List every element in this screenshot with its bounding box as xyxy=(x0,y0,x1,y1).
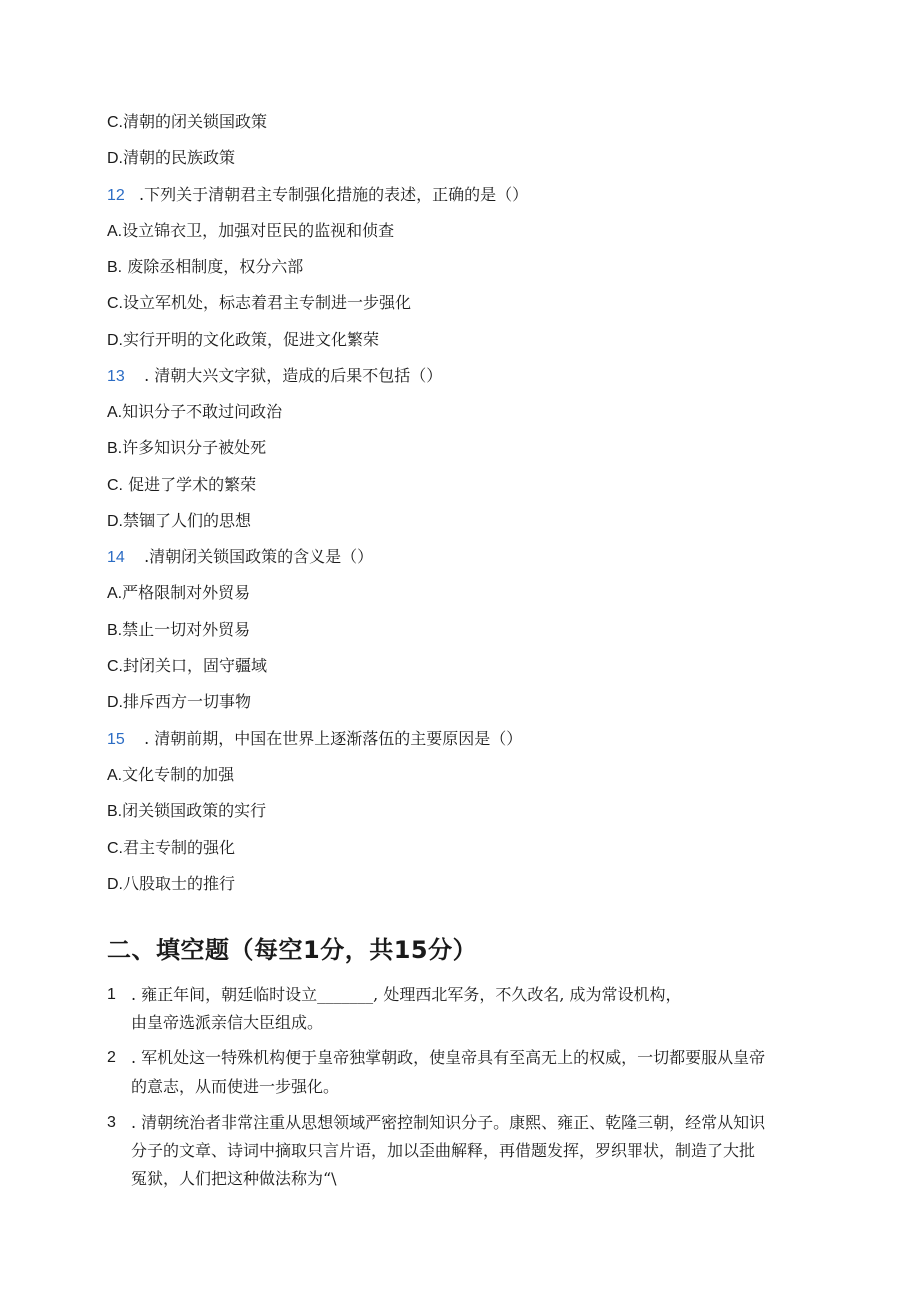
question-number: 15 xyxy=(107,731,125,748)
question-13-stem: 13 . 清朝大兴文字狱，造成的后果不包括（） xyxy=(107,366,443,385)
question-number: 14 xyxy=(107,549,125,566)
fill-item-2-line-1: . 军机处这一特殊机构便于皇帝独掌朝政，使皇帝具有至高无上的权威，一切都要服从皇帝 xyxy=(131,1048,766,1067)
fill-item-3-line-1: . 清朝统治者非常注重从思想领域严密控制知识分子。康熙、雍正、乾隆三朝，经常从知识 xyxy=(131,1113,766,1132)
fill-item-2-line-2: 的意志，从而使进一步强化。 xyxy=(131,1077,340,1096)
option-12-d: D.实行开明的文化政策，促进文化繁荣 xyxy=(107,330,380,349)
section-heading: 二、填空题（每空1分，共15分） xyxy=(107,936,478,964)
option-15-d: D.八股取士的推行 xyxy=(107,874,236,893)
fill-item-2-number: 2 xyxy=(107,1049,116,1066)
fill-item-1-line-2: 由皇帝选派亲信大臣组成。 xyxy=(131,1013,324,1032)
option-14-b: B.禁止一切对外贸易 xyxy=(107,620,251,639)
option-11-c: C.清朝的闭关锁国政策 xyxy=(107,112,268,131)
option-12-c: C.设立军机处，标志着君主专制进一步强化 xyxy=(107,293,412,312)
option-15-a: A.文化专制的加强 xyxy=(107,765,235,784)
option-15-b: B.闭关锁国政策的实行 xyxy=(107,801,267,820)
question-number: 13 xyxy=(107,368,125,385)
question-12-stem: 12 .下列关于清朝君主专制强化措施的表述，正确的是（） xyxy=(107,185,529,204)
option-13-c: C. 促进了学术的繁荣 xyxy=(107,475,257,494)
option-12-b: B. 废除丞相制度，权分六部 xyxy=(107,257,304,276)
option-15-c: C.君主专制的强化 xyxy=(107,838,236,857)
fill-item-3-line-2: 分子的文章、诗词中摘取只言片语，加以歪曲解释，再借题发挥，罗织罪状，制造了大批 xyxy=(131,1141,756,1160)
option-11-d: D.清朝的民族政策 xyxy=(107,148,236,167)
fill-item-1-line-1: . 雍正年间，朝廷临时设立_______, 处理西北军务，不久改名, 成为常设机构， xyxy=(131,985,682,1004)
fill-item-3-line-3: 冤狱，人们把这种做法称为“\ xyxy=(131,1169,337,1188)
question-15-stem: 15 . 清朝前期，中国在世界上逐渐落伍的主要原因是（） xyxy=(107,729,523,748)
option-13-d: D.禁锢了人们的思想 xyxy=(107,511,252,530)
option-13-b: B.许多知识分子被处死 xyxy=(107,438,267,457)
question-number: 12 xyxy=(107,187,125,204)
option-12-a: A.设立锦衣卫，加强对臣民的监视和侦查 xyxy=(107,221,395,240)
fill-item-3-number: 3 xyxy=(107,1114,116,1131)
option-14-a: A.严格限制对外贸易 xyxy=(107,583,251,602)
option-13-a: A.知识分子不敢过问政治 xyxy=(107,402,283,421)
fill-item-1-number: 1 xyxy=(107,986,116,1003)
option-14-d: D.排斥西方一切事物 xyxy=(107,692,252,711)
option-14-c: C.封闭关口，固守疆域 xyxy=(107,656,268,675)
question-14-stem: 14 .清朝闭关锁国政策的含义是（） xyxy=(107,547,374,566)
